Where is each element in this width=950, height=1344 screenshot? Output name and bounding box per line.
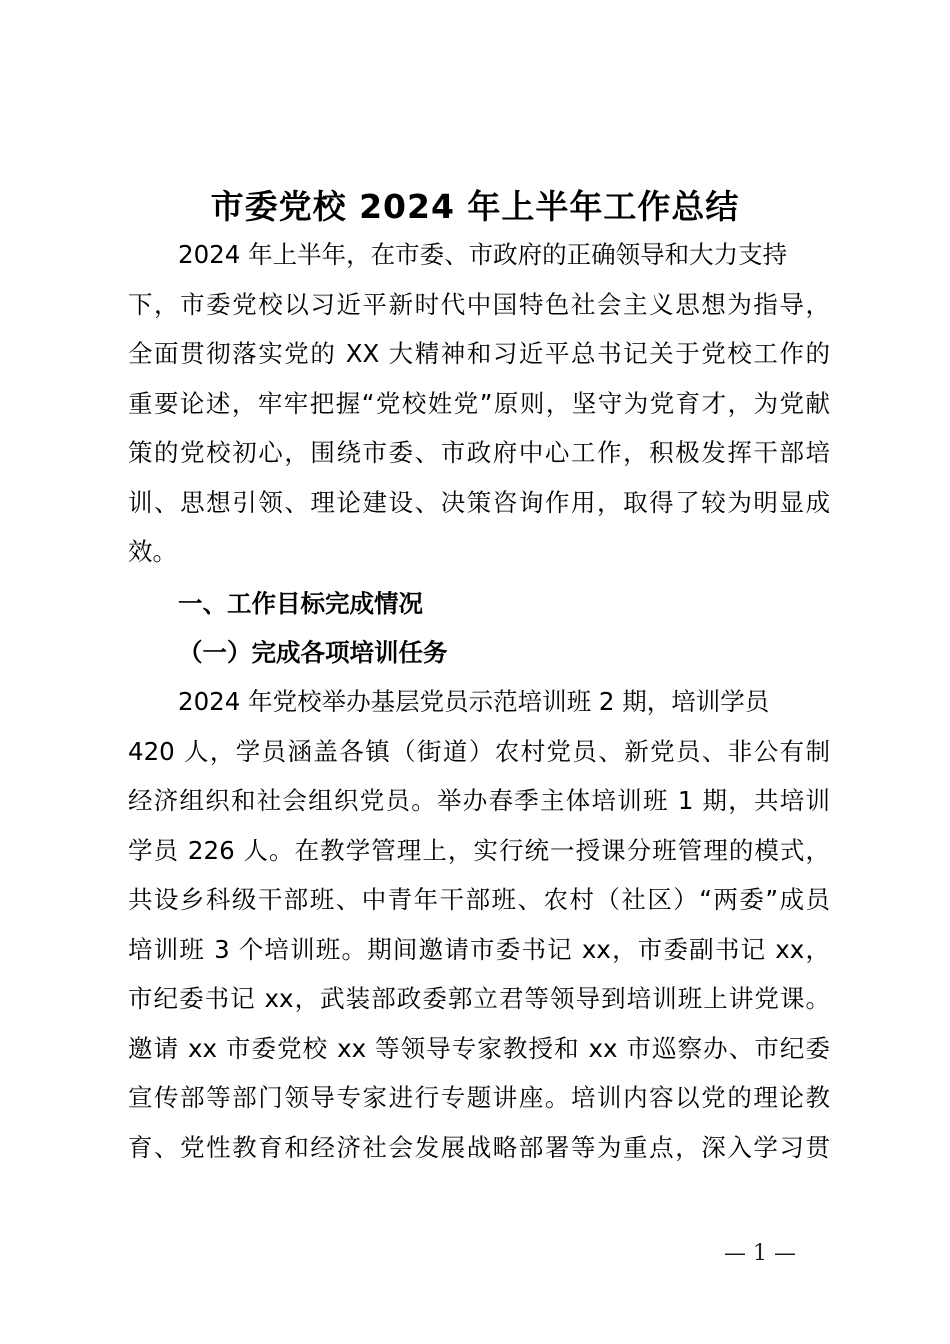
subsection-heading: （一）完成各项培训任务 (178, 638, 448, 667)
paragraph-line: 2024 年上半年，在市委、市政府的正确领导和大力支持 (178, 240, 788, 269)
paragraph-line: 学员 226 人。在教学管理上，实行统一授课分班管理的模式， (128, 836, 830, 865)
paragraph-line: 邀请 xx 市委党校 xx 等领导专家教授和 xx 市巡察办、市纪委 (128, 1034, 830, 1063)
paragraph-line: 420 人，学员涵盖各镇（街道）农村党员、新党员、非公有制 (128, 737, 830, 766)
paragraph-line: 训、思想引领、理论建设、决策咨询作用，取得了较为明显成 (128, 488, 830, 517)
paragraph-line: 全面贯彻落实党的 XX 大精神和习近平总书记关于党校工作的 (128, 339, 830, 368)
paragraph-line: 2024 年党校举办基层党员示范培训班 2 期，培训学员 (178, 687, 770, 716)
paragraph-line: 效。 (128, 537, 177, 566)
paragraph-line: 经济组织和社会组织党员。举办春季主体培训班 1 期，共培训 (128, 786, 830, 815)
paragraph-line: 重要论述，牢牢把握“党校姓党”原则，坚守为党育才，为党献 (128, 389, 830, 418)
paragraph-line: 市纪委书记 xx，武装部政委郭立君等领导到培训班上讲党课。 (128, 984, 830, 1013)
section-heading: 一、工作目标完成情况 (178, 589, 423, 618)
paragraph-line: 共设乡科级干部班、中青年干部班、农村（社区）“两委”成员 (128, 885, 830, 914)
paragraph-line: 培训班 3 个培训班。期间邀请市委书记 xx，市委副书记 xx， (128, 935, 830, 964)
paragraph-line: 宣传部等部门领导专家进行专题讲座。培训内容以党的理论教 (128, 1083, 830, 1112)
paragraph-line: 策的党校初心，围绕市委、市政府中心工作，积极发挥干部培 (128, 438, 830, 467)
document-title: 市委党校 2024 年上半年工作总结 (210, 187, 740, 226)
page-number: — 1 — (724, 1241, 796, 1266)
paragraph-line: 下，市委党校以习近平新时代中国特色社会主义思想为指导， (128, 290, 830, 319)
paragraph-line: 育、党性教育和经济社会发展战略部署等为重点，深入学习贯 (128, 1133, 830, 1162)
